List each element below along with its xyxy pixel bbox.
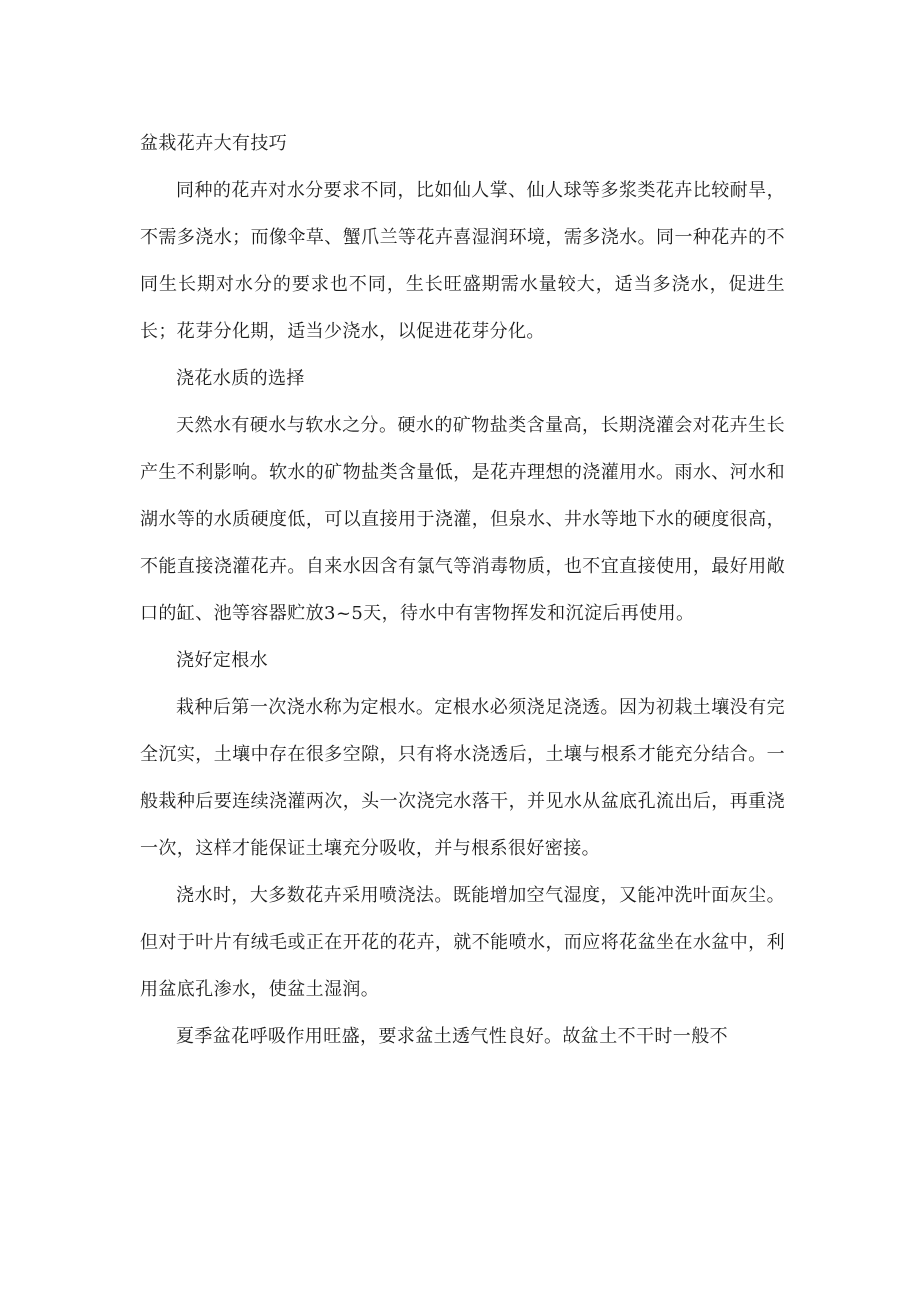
paragraph-water-quality: 天然水有硬水与软水之分。硬水的矿物盐类含量高，长期浇灌会对花卉生长产生不利影响。软水的矿物盐类含量低，是花卉理想的浇灌用水。雨水、河水和湖水等的水质硬度低，可以直接用于浇灌，但泉水、井水等地下水的硬度很高，不能直接浇灌花卉。自来水因含有氯气等消毒物质，也不宜直接使用，最好用敞口的缸、池等容器贮放3~5天，待水中有害物挥发和沉淀后再使用。 <box>140 415 785 624</box>
section-heading-rooting-water: 浇好定根水 <box>176 650 268 671</box>
document-title: 盆栽花卉大有技巧 <box>140 133 288 154</box>
document-body <box>140 120 785 1060</box>
paragraph-rooting-water: 栽种后第一次浇水称为定根水。定根水必须浇足浇透。因为初栽土壤没有完全沉实，土壤中存在很多空隙，只有将水浇透后，土壤与根系才能充分结合。一般栽种后要连续浇灌两次，头一次浇完水落干，并见水从盆底孔流出后，再重浇一次，这样才能保证土壤充分吸收，并与根系很好密接。 <box>140 697 785 859</box>
paragraph-spray-watering: 浇水时，大多数花卉采用喷浇法。既能增加空气湿度，又能冲洗叶面灰尘。但对于叶片有绒毛或正在开花的花卉，就不能喷水，而应将花盆坐在水盆中，利用盆底孔渗水，使盆土湿润。 <box>140 885 785 1000</box>
section-heading-water-quality: 浇花水质的选择 <box>176 368 305 389</box>
paragraph-water-needs: 同种的花卉对水分要求不同，比如仙人掌、仙人球等多浆类花卉比较耐旱，不需多浇水；而像伞草、蟹爪兰等花卉喜湿润环境，需多浇水。同一种花卉的不同生长期对水分的要求也不同，生长旺盛期需水量较大，适当多浇水，促进生长；花芽分化期，适当少浇水，以促进花芽分化。 <box>140 180 785 342</box>
paragraph-summer-watering: 夏季盆花呼吸作用旺盛，要求盆土透气性良好。故盆土不干时一般不 <box>176 1026 728 1047</box>
